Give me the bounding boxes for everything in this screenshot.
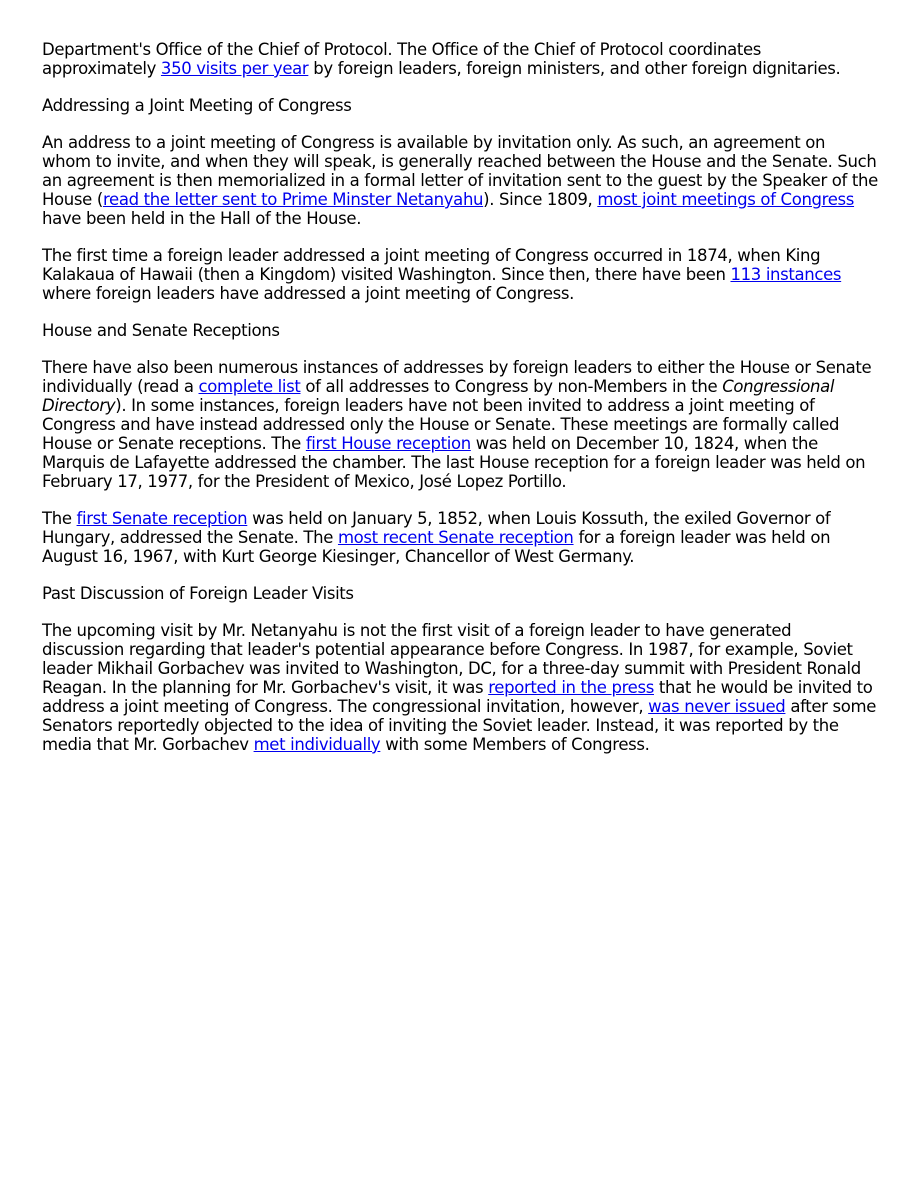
link-350-visits[interactable]: 350 visits per year (160, 59, 309, 78)
section-heading-past-discussion: Past Discussion of Foreign Leader Visits (42, 584, 354, 603)
paragraph-first-foreign-leader: The first time a foreign leader addressed a joint meeting of Congress occurred in 1874, when King Kalakaua of Hawaii (then a Kingdom) visited Washington. Since then, there have been 113 instances where foreign leaders have addressed a joint meeting of Congress. (42, 246, 842, 303)
link-reported-in-press[interactable]: reported in the press (488, 678, 654, 697)
paragraph-joint-meeting-invitation: An address to a joint meeting of Congress is available by invitation only. As such, an agreement on whom to invite, and when they will speak, is generally reached between the House and the Senate. Such an agreement is then memorialized in a formal letter of invitation sent to the guest by the Speaker of the House (read the letter sent to Prime Minster Netanyahu). Since 1809, most joint meetings of Congress have been held in the Hall of the House. (42, 133, 878, 228)
link-first-house-reception[interactable]: first House reception (305, 434, 471, 453)
paragraph-protocol-office: Department's Office of the Chief of Protocol. The Office of the Chief of Protocol coordinates approximately 350 visits per year by foreign leaders, foreign ministers, and other foreign dignitaries. (42, 40, 841, 78)
link-most-recent-senate-reception[interactable]: most recent Senate reception (337, 528, 574, 547)
link-complete-list[interactable]: complete list (198, 377, 301, 396)
section-heading-joint-meeting: Addressing a Joint Meeting of Congress (42, 96, 352, 115)
paragraph-gorbachev-visit: The upcoming visit by Mr. Netanyahu is not the first visit of a foreign leader to have generated discussion regarding that leader's potential appearance before Congress. In 1987, for example, Soviet leader Mikhail Gorbachev was invited to Washington, DC, for a three-day summit with President Ronald Reagan. In the planning for Mr. Gorbachev's visit, it was reported in the press that he would be invited to address a joint meeting of Congress. The congressional invitation, however, was never issued after some Senators reportedly objected to the idea of inviting the Soviet leader. Instead, it was reported by the media that Mr. Gorbachev met individually with some Members of Congress. (42, 621, 877, 754)
link-first-senate-reception[interactable]: first Senate reception (76, 509, 248, 528)
link-most-joint-meetings[interactable]: most joint meetings of Congress (597, 190, 855, 209)
link-letter-netanyahu[interactable]: read the letter sent to Prime Minster Netanyahu (102, 190, 484, 209)
link-met-individually[interactable]: met individually (253, 735, 381, 754)
paragraph-senate-receptions: The first Senate reception was held on January 5, 1852, when Louis Kossuth, the exiled Governor of Hungary, addressed the Senate. The most recent Senate reception for a foreign leader was held on August 16, 1967, with Kurt George Kiesinger, Chancellor of West Germany. (42, 509, 831, 566)
link-113-instances[interactable]: 113 instances (730, 265, 842, 284)
paragraph-house-senate-receptions: There have also been numerous instances of addresses by foreign leaders to either the House or Senate individually (read a complete list of all addresses to Congress by non-Members in the Congressional Directory). In some instances, foreign leaders have not been invited to address a joint meeting of Congress and have instead addressed only the House or Senate. These meetings are formally called House or Senate receptions. The first House reception was held on December 10, 1824, when the Marquis de Lafayette addressed the chamber. The last House reception for a foreign leader was held on February 17, 1977, for the President of Mexico, José Lopez Portillo. (42, 358, 872, 491)
section-heading-receptions: House and Senate Receptions (42, 321, 280, 340)
link-never-issued[interactable]: was never issued (648, 697, 786, 716)
